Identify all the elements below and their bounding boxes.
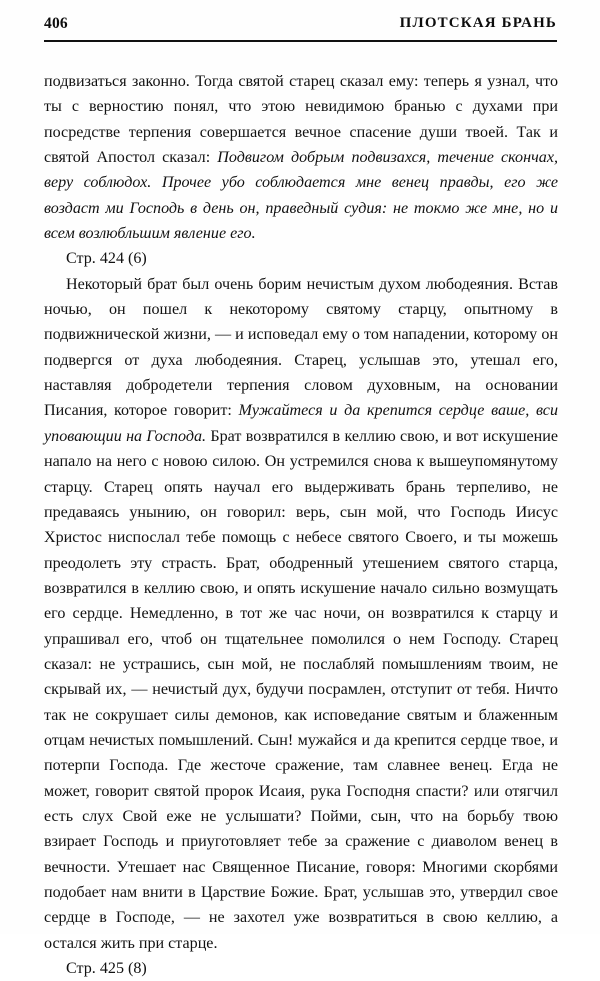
text-block — [44, 69, 558, 981]
scripture-quote-2: Мужайтеся и да крепится сердце ваше, вси уповающии на Господа. — [44, 402, 558, 445]
page-number: 406 — [44, 15, 68, 32]
running-head-title: ПЛОТСКАЯ БРАНЬ — [399, 15, 557, 31]
paragraph-continuation — [44, 69, 558, 246]
header-divider-rule — [44, 40, 557, 42]
paragraph-2-text-part-2: Брат возвратился в келлию свою, и вот искушение напало на него с новою силою. Он устремился снова к вышеупомянутому старцу. Старец опять научал его выдерживать брань терпеливо, не предаваясь унынию, он говорил: верь, сын мой, что Господь Иисус Христос ниспослал тебе помощь с небесе святого Своего, и ты можешь преодолеть эту страсть. Брат, ободренный утешением святого старца, возвратился в келлию свою, и опять искушение начало сильно возмущать его сердце. Немедленно, в тот же час ночи, он возвратился к старцу и упрашивал его, чтоб он тщательнее помолился о нем Господу. Старец сказал: не устрашись, сын мой, не послабляй помышлениям твоим, не скрывай их, — нечистый дух, будучи посрамлен, отступит от тебя. Ничто так не сокрушает силы демонов, как исповедание святым и блаженным отцам нечистых помышлений. Сын! мужайся и да крепится сердце твое, и потерпи Господа. Где жесточе сражение, там славнее венец. Егда не может, говорит святой пророк Исаия, рука Господня спасти? или отягчил есть слух Свой еже не услышати? Пойми, сын, что на борьбу твою взирает Господь и приуготовляет тебе за сражение с диаволом венец в вечности. Утешает нас Священное Писание, говоря: Многими скорбями подобает нам внити в Царствие Божие. Брат, услышав это, утвердил свое сердце в Господе, — не захотел уже возвратиться в свою келлию, а остался жить при старце. — [44, 427, 558, 952]
paragraph-1-text: подвизаться законно. Тогда святой старец сказал ему: теперь я узнал, что ты с верностию понял, что этою невидимою бранью с духами при посредстве терпения совершается вечное спасение души твоей. Так и святой Апостол сказал: — [44, 73, 558, 167]
paragraph-2 — [44, 272, 558, 956]
section-label-424: Стр. 424 (6) — [66, 250, 147, 268]
paragraph-2-text-part-1: Некоторый брат был очень борим нечистым духом любодеяния. Встав ночью, он пошел к некоторому святому старцу, опытному в подвижнической жизни, — и исповедал ему о том нападении, которому он подвергся от духа любодеяния. Старец, услышав это, утешал его, наставляя добродетели терпения словом духовным, на основании Писания, которое говорит: — [44, 275, 558, 420]
section-label-425: Стр. 425 (8) — [66, 960, 147, 978]
running-head — [44, 16, 557, 42]
scripture-quote-1: Подвигом добрым подвизахся, течение скончах, веру соблюдох. Прочее убо соблюдается мне венец правды, его же воздаст ми Господь в день он, праведный судия: не токмо же мне, но и всем возлюбльшим явление его. — [44, 149, 558, 243]
